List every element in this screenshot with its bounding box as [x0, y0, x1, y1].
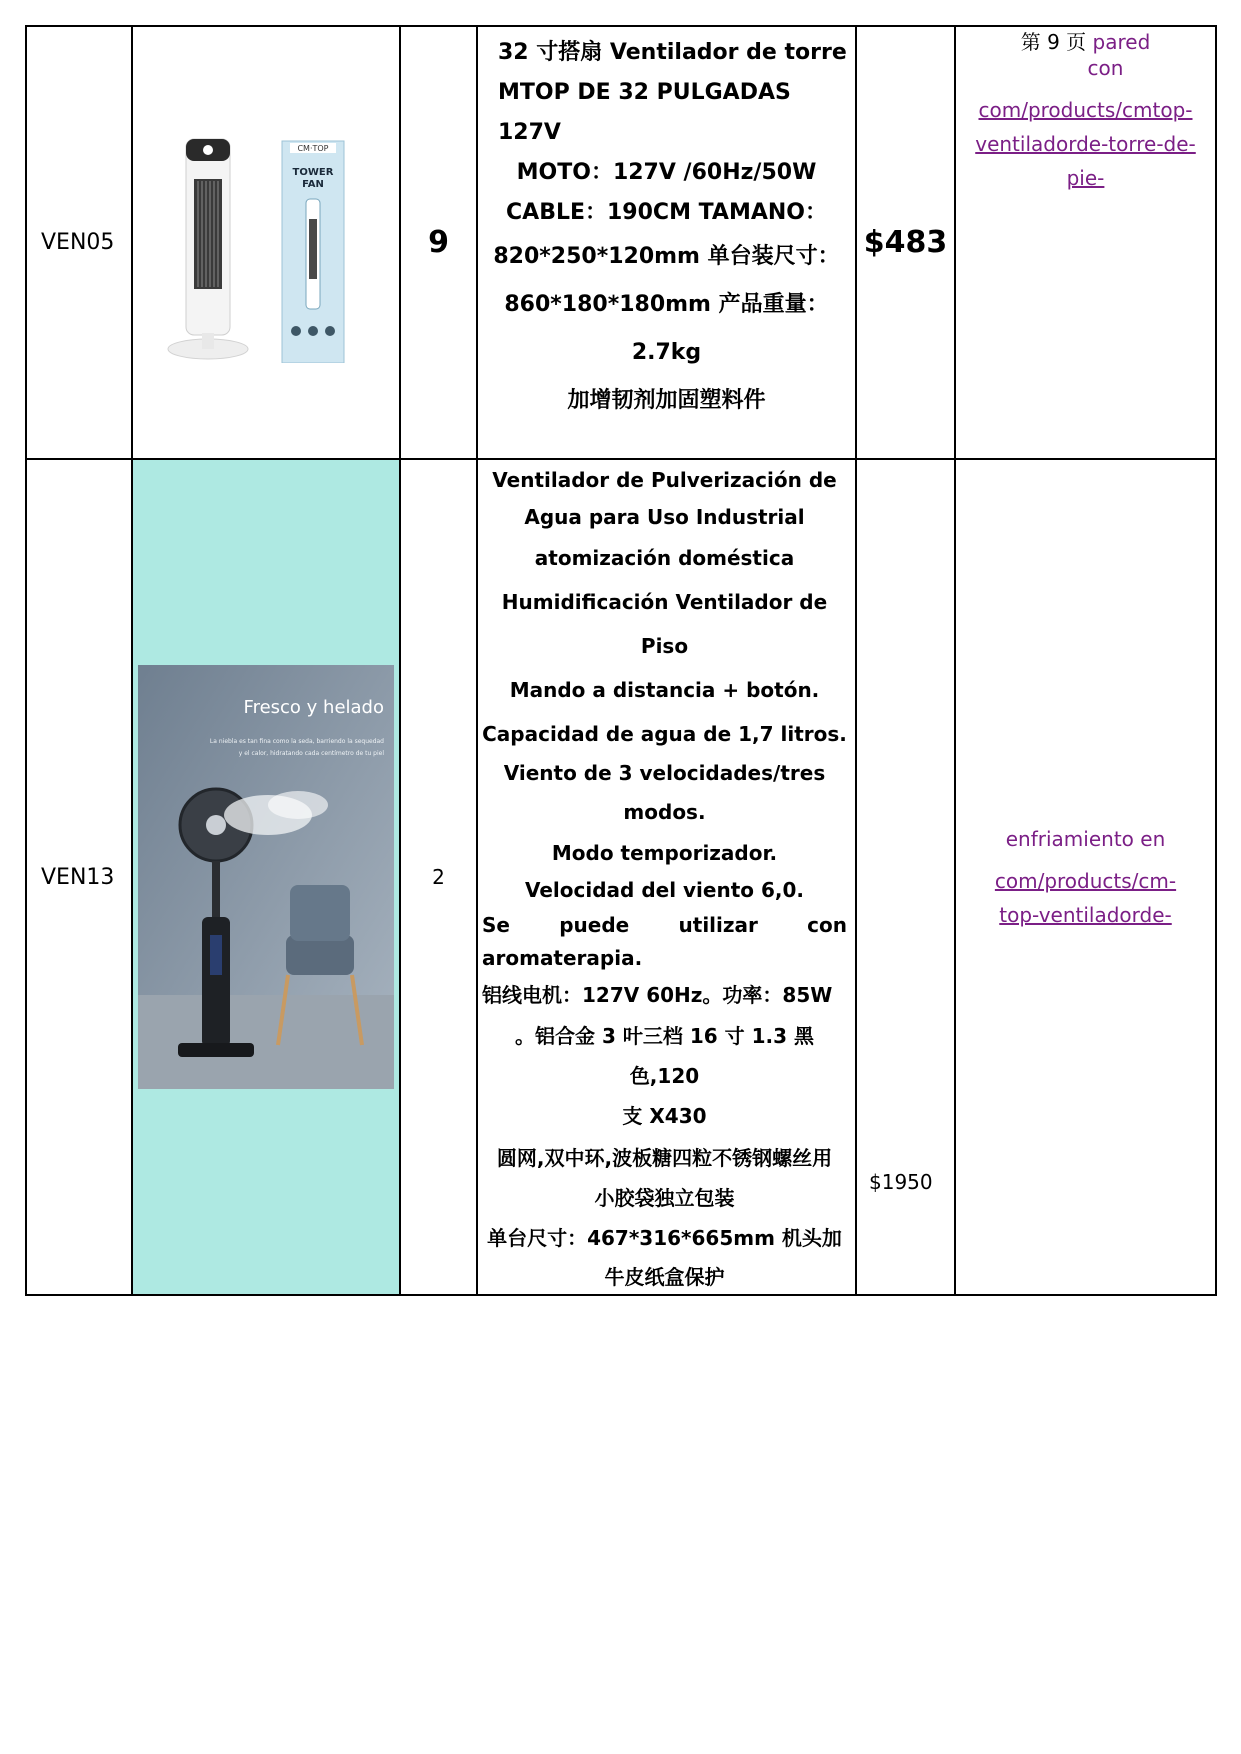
desc-line: modos. — [623, 800, 706, 824]
box-brand: CM·TOP — [297, 143, 329, 153]
product-url-link[interactable]: com/products/cmtop- — [978, 98, 1193, 122]
desc-line: Velocidad del viento 6,0. — [524, 878, 805, 902]
product-url-link[interactable]: com/products/cm- — [994, 869, 1177, 893]
link-text: enfriamiento en — [1005, 827, 1166, 851]
desc-line: Capacidad de agua de 1,7 litros. — [482, 722, 847, 746]
desc-line: Mando a distancia + botón. — [509, 678, 820, 702]
desc-line: 加增韧剂加固塑料件 — [567, 388, 766, 413]
desc-line: 820*250*120mm 单台装尺寸： — [493, 244, 840, 269]
table-row — [26, 26, 1216, 459]
desc-line: aromaterapia. — [482, 946, 643, 970]
desc-line: Ventilador de Pulverización de — [492, 468, 837, 492]
product-url-link[interactable]: pie- — [1066, 166, 1105, 190]
desc-line: Se puede utilizar con — [482, 913, 847, 937]
product-description — [477, 26, 856, 459]
desc-line: Viento de 3 velocidades/tres — [503, 761, 826, 785]
product-table — [25, 25, 1217, 1296]
product-link-cell — [955, 459, 1216, 1295]
link-text: con — [1087, 56, 1124, 80]
image-heading: Fresco y helado — [243, 697, 384, 718]
desc-line: Humidificación Ventilador de Piso — [501, 590, 828, 658]
product-description — [477, 459, 856, 1295]
product-code: VEN05 — [26, 26, 132, 459]
product-url-link[interactable]: top-ventiladorde- — [999, 903, 1172, 927]
product-code: VEN13 — [26, 459, 132, 1295]
box-title-2: FAN — [302, 178, 324, 190]
product-url-link[interactable]: ventiladorde-torre-de- — [975, 132, 1196, 156]
product-image-tower-fan — [132, 26, 400, 459]
desc-line: CABLE：190CM TAMANO： — [506, 200, 827, 225]
desc-line: 127V — [498, 120, 561, 145]
desc-line: 小胶袋独立包装 — [594, 1186, 735, 1210]
desc-line: 圆网,双中环,波板糖四粒不锈钢螺丝用 — [496, 1146, 833, 1170]
desc-line: MTOP DE 32 PULGADAS — [498, 80, 791, 105]
price: $483 — [856, 26, 955, 459]
desc-line: atomización doméstica — [534, 546, 795, 570]
price: $1950 — [856, 459, 955, 1295]
link-text: pared — [1092, 30, 1151, 54]
page-number: 第 9 页 — [1020, 30, 1087, 54]
desc-line: 2.7kg — [631, 340, 702, 365]
box-title-1: TOWER — [292, 166, 334, 178]
mist-fan-image — [138, 665, 394, 1089]
desc-line: Modo temporizador. — [551, 841, 778, 865]
desc-line: 牛皮纸盒保护 — [604, 1265, 725, 1289]
image-caption: La niebla es tan fina como la seda, barriendo la sequedad — [209, 738, 384, 745]
desc-line: 860*180*180mm 产品重量： — [504, 292, 829, 317]
desc-line: 。铝合金 3 叶三档 16 寸 1.3 黑色,120 — [515, 1024, 814, 1088]
desc-line: 支 X430 — [622, 1104, 707, 1128]
product-link-cell — [955, 26, 1216, 459]
desc-line: Agua para Uso Industrial — [524, 505, 805, 529]
product-image-mist-fan — [132, 459, 400, 1295]
desc-line: 铝线电机：127V 60Hz。功率：85W — [482, 983, 833, 1007]
quantity: 2 — [400, 459, 477, 1295]
table-row — [26, 459, 1216, 1295]
desc-line: 单台尺寸：467*316*665mm 机头加 — [487, 1226, 842, 1250]
tower-fan-image — [134, 123, 398, 363]
desc-line: MOTO：127V /60Hz/50W — [516, 160, 817, 185]
quantity: 9 — [400, 26, 477, 459]
desc-line: 32 寸搭扇 Ventilador de torre — [498, 40, 847, 65]
image-caption: y el calor, hidratando cada centímetro de tu piel — [238, 750, 384, 757]
